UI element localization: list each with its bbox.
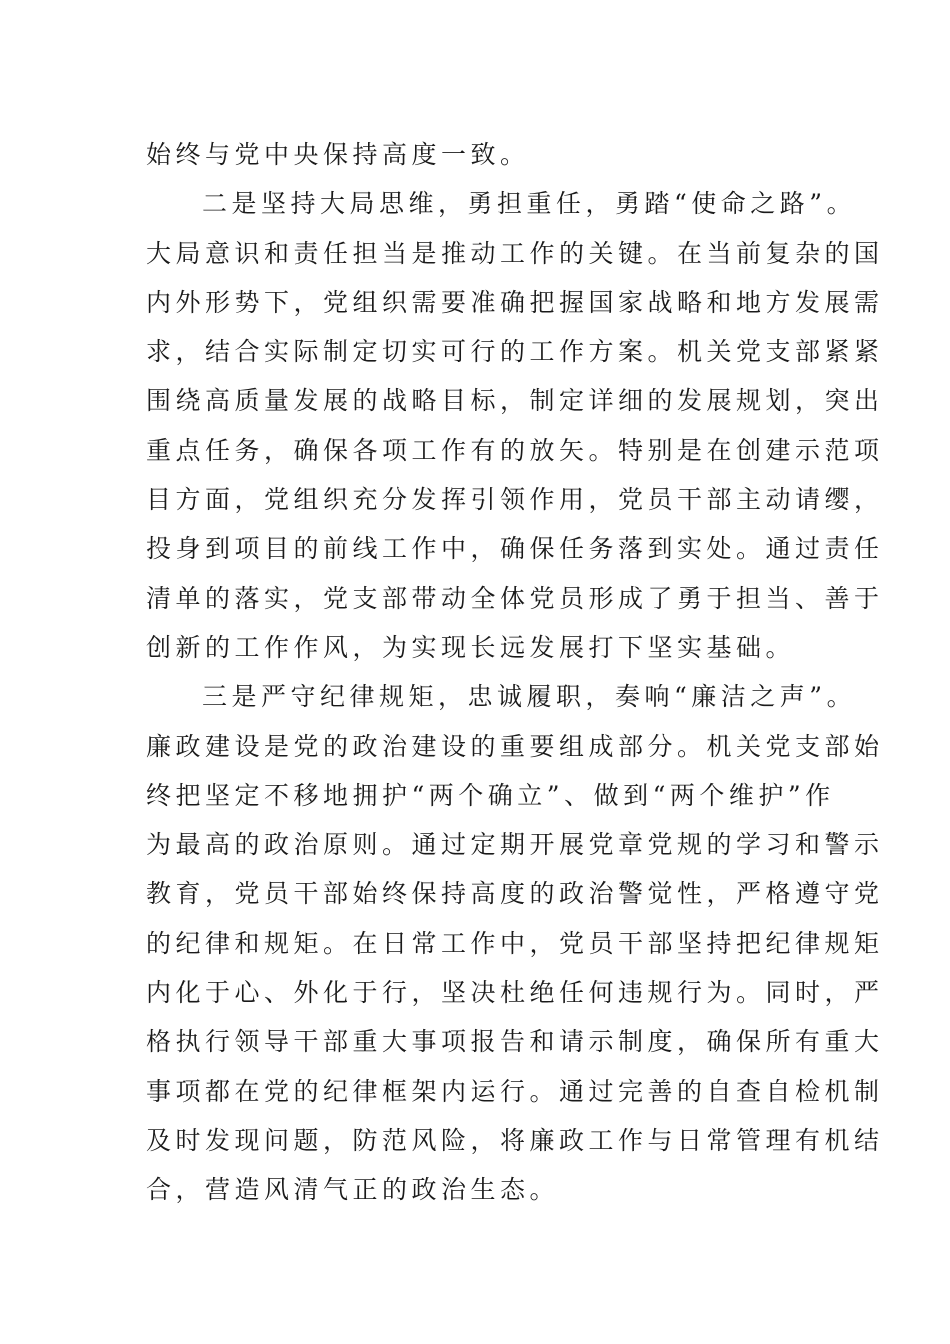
text-line: 求，结合实际制定切实可行的工作方案。机关党支部紧紧 bbox=[146, 337, 884, 367]
text-line: 始终与党中央保持高度一致。 bbox=[146, 140, 530, 169]
text-line: 清单的落实，党支部带动全体党员形成了勇于担当、善于 bbox=[146, 583, 884, 613]
text-line: 内化于心、外化于行，坚决杜绝任何违规行为。同时，严 bbox=[146, 978, 884, 1008]
text-line: 合，营造风清气正的政治生态。 bbox=[146, 1175, 560, 1205]
text-line: 重点任务，确保各项工作有的放矢。特别是在创建示范项 bbox=[146, 435, 884, 465]
text-line: 教育，党员干部始终保持高度的政治警觉性，严格遵守党 bbox=[146, 879, 884, 909]
text-line: 投身到项目的前线工作中，确保任务落到实处。通过责任 bbox=[146, 534, 884, 564]
text-line: 终把坚定不移地拥护“两个确立”、做到“两个维护”作 bbox=[146, 780, 835, 810]
text-line: 围绕高质量发展的战略目标，制定详细的发展规划，突出 bbox=[146, 386, 884, 416]
text-line: 创新的工作作风，为实现长远发展打下坚实基础。 bbox=[146, 632, 796, 662]
text-line: 格执行领导干部重大事项报告和请示制度，确保所有重大 bbox=[146, 1027, 884, 1057]
text-line: 及时发现问题，防范风险，将廉政工作与日常管理有机结 bbox=[146, 1125, 884, 1155]
text-line: 目方面，党组织充分发挥引领作用，党员干部主动请缨， bbox=[146, 485, 884, 515]
text-line: 三是严守纪律规矩，忠诚履职，奏响“廉洁之声”。 bbox=[202, 682, 857, 712]
text-line: 内外形势下，党组织需要准确把握国家战略和地方发展需 bbox=[146, 287, 884, 317]
paragraph-p3 bbox=[146, 672, 884, 1214]
document-body bbox=[146, 130, 884, 1215]
text-line: 二是坚持大局思维，勇担重任，勇踏“使命之路”。 bbox=[202, 189, 857, 219]
text-line: 廉政建设是党的政治建设的重要组成部分。机关党支部始 bbox=[146, 731, 884, 761]
text-line: 大局意识和责任担当是推动工作的关键。在当前复杂的国 bbox=[146, 238, 884, 268]
paragraph-p2 bbox=[146, 179, 884, 672]
paragraph-p1 bbox=[146, 130, 806, 179]
text-line: 事项都在党的纪律框架内运行。通过完善的自查自检机制 bbox=[146, 1076, 884, 1106]
text-line: 为最高的政治原则。通过定期开展党章党规的学习和警示 bbox=[146, 830, 884, 860]
text-line: 的纪律和规矩。在日常工作中，党员干部坚持把纪律规矩 bbox=[146, 928, 884, 958]
